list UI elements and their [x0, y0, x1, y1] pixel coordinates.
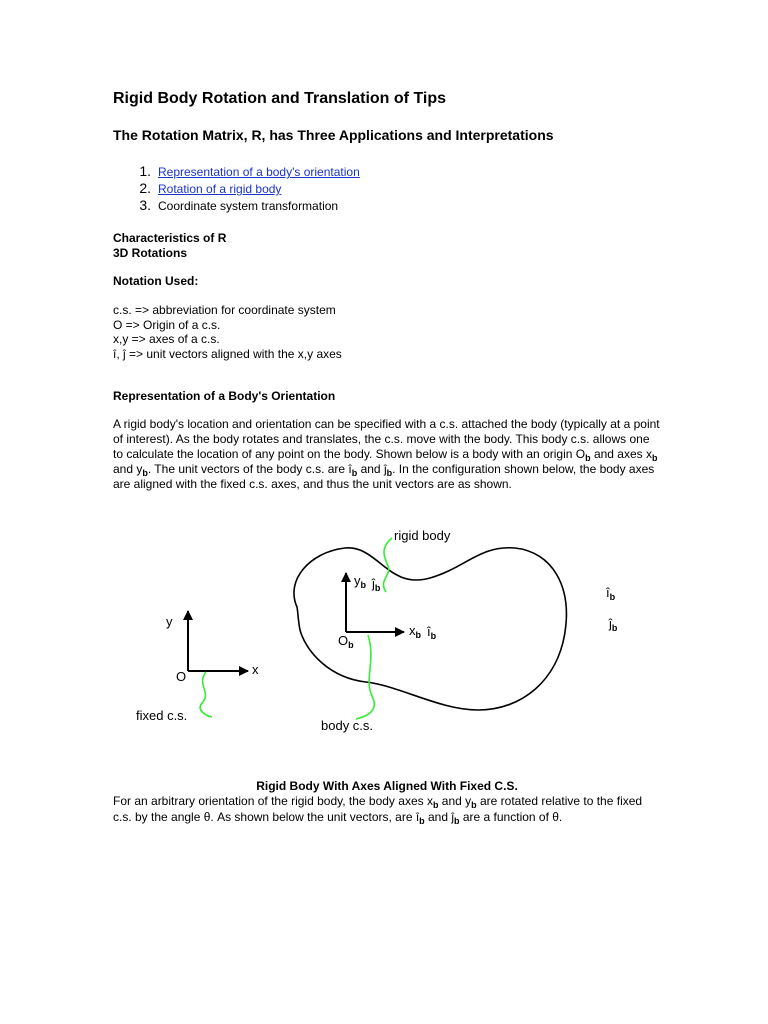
body-y-label: $y_b$ [354, 573, 366, 590]
rigid-body-leader [383, 538, 392, 592]
list-item: 1. Representation of a body's orientation [139, 163, 360, 179]
fixed-cs-label: fixed c.s. [136, 708, 188, 723]
unit-j-hat: $ĵ_b$ [609, 616, 618, 633]
page-title: Rigid Body Rotation and Translation of Tips [113, 90, 447, 107]
body-x-label: $x_b$ [409, 623, 421, 640]
notation-line: x,y => axes of a c.s. [113, 332, 220, 346]
link-rigid-body-rotation[interactable]: Rotation of a rigid body [158, 182, 282, 196]
link-body-orientation[interactable]: Representation of a body's orientation [158, 165, 360, 179]
body-cs-leader [356, 635, 374, 719]
cs-transformation-text: Coordinate system transformation [158, 199, 339, 213]
list-item: 3. Coordinate system transformation [139, 197, 339, 213]
fixed-x-label: x [252, 662, 259, 677]
body-origin-label: $O_b$ [338, 633, 354, 650]
list-item: 2. Rotation of a rigid body [139, 180, 282, 196]
body-j-hat-label: $ĵ_b$ [372, 576, 381, 593]
characteristics-link[interactable]: Characteristics of R [113, 231, 227, 245]
figure-caption: Rigid Body With Axes Aligned With Fixed C.S. [256, 779, 518, 793]
body-i-hat-label: $î_b$ [427, 624, 437, 641]
fixed-y-label: y [166, 614, 173, 629]
unit-i-hat: $î_b$ [606, 585, 616, 602]
orientation-paragraph: A rigid body's location and orientation can be specified with a c.s. attached the body (typically at a point of interest). As the body rotates and translates, the c.s. move with the body. This body c.s. allows one to calculate the location of any point on the body. Shown below is a body with an origin $O_b$ and axes $x_b$ and $y_b$. The unit vectors of the body c.s. are $î_b$ and $ĵ_b$. In the configuration shown below, the body axes are aligned with the fixed c.s. axes, and thus the unit vectors are as shown. [113, 417, 660, 491]
arbitrary-orientation-paragraph: For an arbitrary orientation of the rigid body, the body axes $x_b$ and $y_b$ are rotated relative to the fixed c.s. by the angle θ. As shown below the unit vectors, are $î_b$ and $ĵ_b$ are a function of θ. [113, 794, 643, 826]
notation-line: c.s. => abbreviation for coordinate system [113, 303, 336, 317]
rotations-3d-link[interactable]: 3D Rotations [113, 245, 188, 260]
body-cs-label: body c.s. [321, 718, 374, 733]
notation-line: O => Origin of a c.s. [113, 317, 221, 332]
section-heading: Representation of a Body's Orientation [113, 389, 336, 403]
notation-heading: Notation Used: [113, 274, 199, 288]
rigid-body-label: rigid body [394, 528, 451, 543]
notation-line: î, ĵ => unit vectors aligned with the x,y axes [113, 346, 342, 361]
fixed-cs-leader [200, 672, 212, 717]
page-subtitle: The Rotation Matrix, R, has Three Applications and Interpretations [113, 127, 554, 143]
fixed-origin-label: O [176, 669, 187, 684]
